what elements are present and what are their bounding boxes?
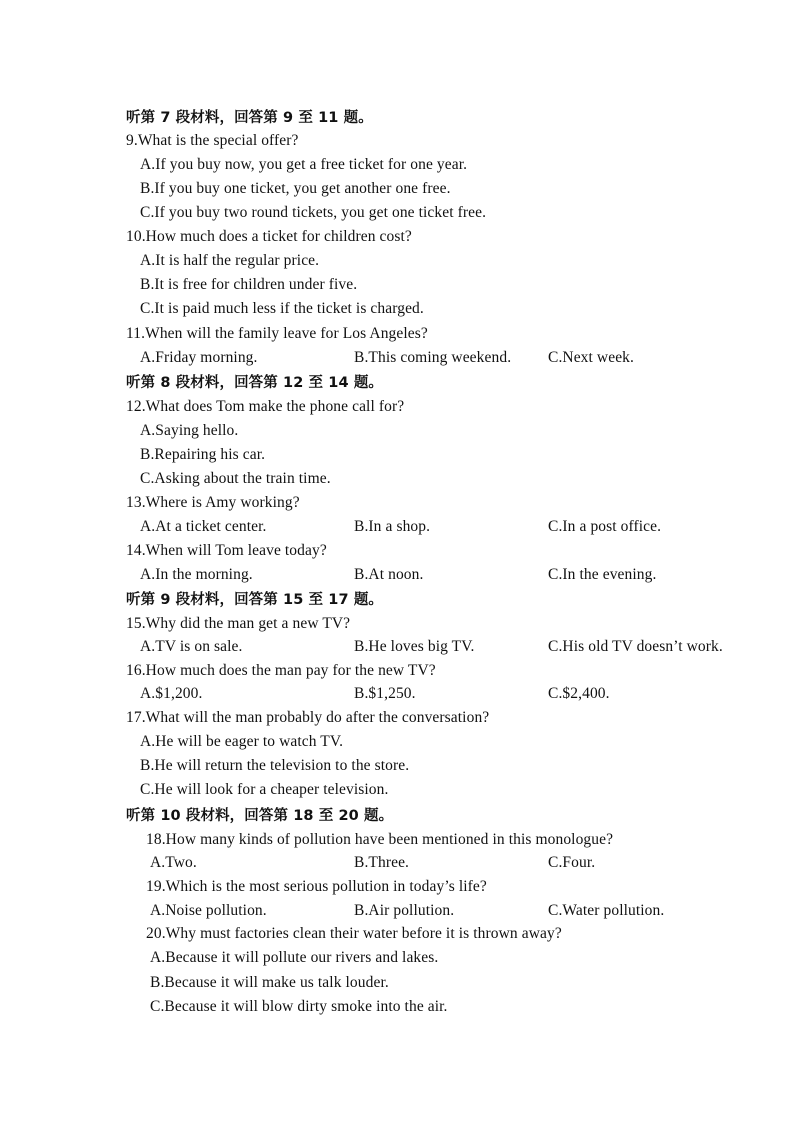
answer-option: C.Four.: [548, 854, 596, 871]
section-heading: 听第 8 段材料，回答第 12 至 14 题。: [126, 375, 384, 391]
question-text: 11.When will the family leave for Los Angeles?: [126, 325, 428, 342]
question-text: 9.What is the special offer?: [126, 132, 299, 149]
answer-option: B.It is free for children under five.: [140, 276, 358, 293]
answer-option: A.Two.: [150, 854, 197, 871]
answer-option: B.Because it will make us talk louder.: [150, 974, 389, 991]
answer-option: A.Because it will pollute our rivers and lakes.: [150, 949, 439, 966]
answer-option: A.He will be eager to watch TV.: [140, 733, 344, 750]
answer-option: B.He loves big TV.: [354, 638, 475, 655]
answer-option: B.Air pollution.: [354, 902, 455, 919]
answer-option: C.Next week.: [548, 349, 634, 366]
answer-option: A.Noise pollution.: [150, 902, 267, 919]
section-heading: 听第 9 段材料，回答第 15 至 17 题。: [126, 592, 384, 608]
answer-option: B.Repairing his car.: [140, 446, 266, 463]
answer-option: B.At noon.: [354, 566, 424, 583]
answer-option: C.In a post office.: [548, 518, 662, 535]
answer-option: B.He will return the television to the store.: [140, 757, 410, 774]
question-text: 10.How much does a ticket for children cost?: [126, 228, 412, 245]
answer-option: B.Three.: [354, 854, 410, 871]
question-text: 19.Which is the most serious pollution in today’s life?: [146, 878, 487, 895]
answer-option: C.In the evening.: [548, 566, 657, 583]
question-text: 15.Why did the man get a new TV?: [126, 615, 351, 632]
answer-option: C.He will look for a cheaper television.: [140, 781, 389, 798]
question-text: 20.Why must factories clean their water before it is thrown away?: [146, 925, 562, 942]
answer-option: C.Water pollution.: [548, 902, 665, 919]
section-heading: 听第 10 段材料，回答第 18 至 20 题。: [126, 808, 394, 824]
question-text: 16.How much does the man pay for the new TV?: [126, 662, 436, 679]
answer-option: A.It is half the regular price.: [140, 252, 320, 269]
answer-option: A.TV is on sale.: [140, 638, 243, 655]
answer-option: C.His old TV doesn’t work.: [548, 638, 723, 655]
answer-option: C.$2,400.: [548, 685, 610, 702]
answer-option: C.Asking about the train time.: [140, 470, 331, 487]
answer-option: B.This coming weekend.: [354, 349, 512, 366]
section-heading: 听第 7 段材料，回答第 9 至 11 题。: [126, 110, 373, 126]
question-text: 17.What will the man probably do after the conversation?: [126, 709, 490, 726]
question-text: 12.What does Tom make the phone call for?: [126, 398, 405, 415]
answer-option: A.$1,200.: [140, 685, 203, 702]
question-text: 18.How many kinds of pollution have been mentioned in this monologue?: [146, 831, 614, 848]
answer-option: C.It is paid much less if the ticket is charged.: [140, 300, 424, 317]
answer-option: B.In a shop.: [354, 518, 431, 535]
question-text: 13.Where is Amy working?: [126, 494, 300, 511]
answer-option: C.Because it will blow dirty smoke into the air.: [150, 998, 448, 1015]
answer-option: B.If you buy one ticket, you get another one free.: [140, 180, 451, 197]
question-text: 14.When will Tom leave today?: [126, 542, 327, 559]
answer-option: A.Saying hello.: [140, 422, 239, 439]
answer-option: B.$1,250.: [354, 685, 416, 702]
answer-option: A.Friday morning.: [140, 349, 258, 366]
answer-option: A.At a ticket center.: [140, 518, 267, 535]
answer-option: A.If you buy now, you get a free ticket for one year.: [140, 156, 468, 173]
answer-option: A.In the morning.: [140, 566, 253, 583]
answer-option: C.If you buy two round tickets, you get one ticket free.: [140, 204, 487, 221]
